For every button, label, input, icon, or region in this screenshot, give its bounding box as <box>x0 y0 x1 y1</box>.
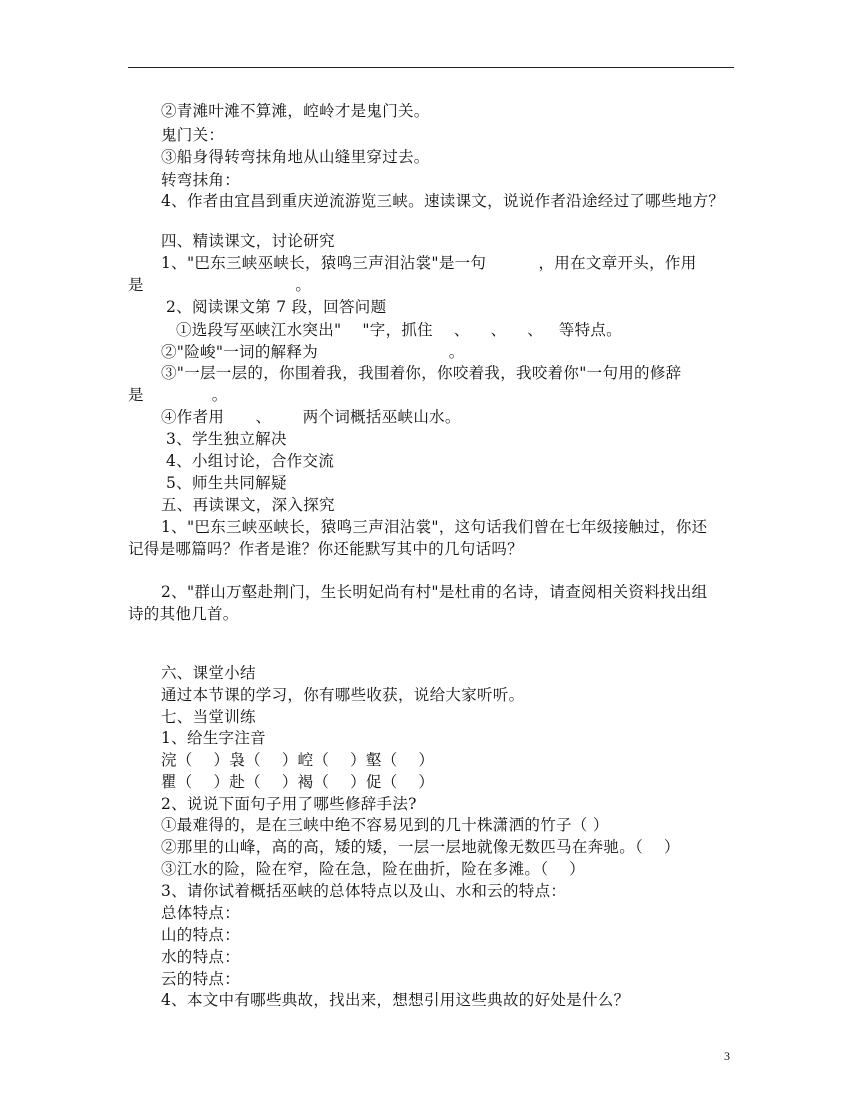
text-line: 转弯抹角： <box>161 171 241 189</box>
text-line: 4、作者由宜昌到重庆逆流游览三峡。速读课文，说说作者沿途经过了哪些地方？ <box>161 192 725 210</box>
text-line: 总体特点： <box>161 904 241 922</box>
text-line: 3、请你试着概括巫峡的总体特点以及山、水和云的特点： <box>161 882 567 900</box>
text-line: 瞿（ ）赴（ ）褐（ ）促（ ） <box>161 773 435 791</box>
text-line: 5、师生共同解疑 <box>166 474 287 492</box>
text-line: 山的特点： <box>161 926 241 944</box>
section-heading: 七、当堂训练 <box>161 708 256 726</box>
text-line: 4、本文中有哪些典故，找出来，想想引用这些典故的好处是什么？ <box>161 991 630 1009</box>
text-line: ③"一层一层的，你围着我，我围着你，你咬着我，我咬着你"一句用的修辞 <box>161 364 682 382</box>
text-line: 水的特点： <box>161 948 241 966</box>
text-line: 诗的其他几首。 <box>128 605 239 623</box>
text-line: 1、给生字注音 <box>161 729 266 747</box>
text-line: 是 。 <box>128 276 312 294</box>
text-line: 3、学生独立解决 <box>166 430 287 448</box>
text-line: 云的特点： <box>161 970 241 988</box>
section-heading: 六、课堂小结 <box>161 664 256 682</box>
text-line: 2、阅读课文第 7 段，回答问题 <box>166 298 387 316</box>
section-heading: 四、精读课文，讨论研究 <box>161 232 335 250</box>
page-number: 3 <box>724 1049 730 1063</box>
text-line: ④作者用 、 两个词概括巫峡山水。 <box>161 408 461 426</box>
header-rule <box>128 67 734 68</box>
text-line: ②那里的山峰，高的高，矮的矮，一层一层地就像无数匹马在奔驰。（ ） <box>161 838 680 856</box>
text-line: ②"险峻"一词的解释为 。 <box>161 343 465 361</box>
text-line: 1、"巴东三峡巫峡长，猿鸣三声泪沾裳"是一句 ，用在文章开头，作用 <box>161 254 697 272</box>
text-line: ③船身得转弯抹角地从山缝里穿过去。 <box>161 148 430 166</box>
text-line: 2、说说下面句子用了哪些修辞手法? <box>161 795 417 813</box>
text-line: 记得是哪篇吗？作者是谁？你还能默写其中的几句话吗？ <box>128 540 524 558</box>
section-heading: 五、再读课文，深入探究 <box>161 496 335 514</box>
text-line: ③江水的险，险在窄，险在急，险在曲折，险在多滩。（ ） <box>161 860 585 878</box>
text-line: ②青滩叶滩不算滩，崆岭才是鬼门关。 <box>161 102 430 120</box>
text-line: 通过本节课的学习，你有哪些收获，说给大家听听。 <box>161 686 525 704</box>
text-line: 是 。 <box>128 386 228 404</box>
text-line: 2、"群山万壑赴荆门，生长明妃尚有村"是杜甫的名诗，请查阅相关资料找出组 <box>161 583 708 601</box>
text-line: 1、"巴东三峡巫峡长，猿鸣三声泪沾裳"，这句话我们曾在七年级接触过，你还 <box>161 518 708 536</box>
text-line: ①选段写巫峡江水突出" "字，抓住 、 、 、 等特点。 <box>176 321 622 339</box>
text-line: 4、小组讨论，合作交流 <box>166 452 335 470</box>
text-line: ①最难得的，是在三峡中绝不容易见到的几十株潇洒的竹子（ ） <box>161 816 609 834</box>
text-line: 鬼门关： <box>161 126 225 144</box>
text-line: 浣（ ）袅（ ）崆（ ）壑（ ） <box>161 751 435 769</box>
